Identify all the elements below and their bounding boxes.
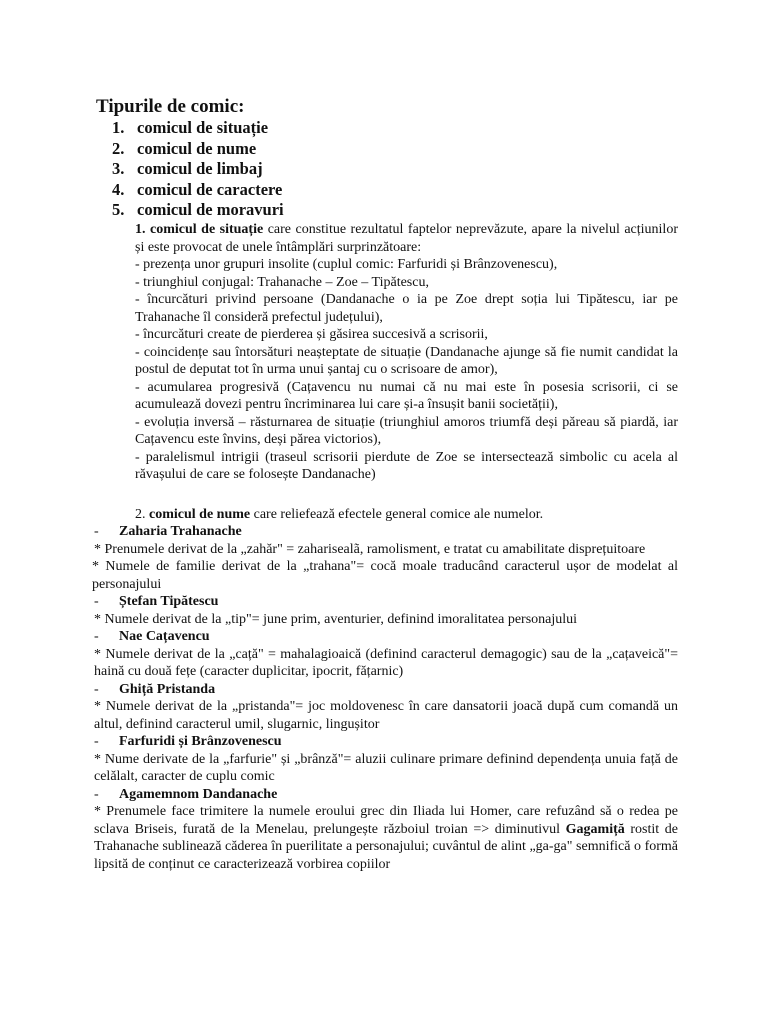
character-name-text: Zaharia Trahanache bbox=[119, 524, 242, 539]
character-name-text: Ștefan Tipătescu bbox=[119, 594, 219, 609]
character-name-text: Farfuridi și Brânzovenescu bbox=[119, 734, 282, 749]
list-number: 3. bbox=[112, 159, 125, 178]
section-name-comic-heading bbox=[135, 506, 543, 524]
list-item: - încurcături privind persoane (Dandanache o ia pe Zoe drept soția lui Tipătescu, iar pe Trahanache îl consideră prefectul județului), bbox=[135, 292, 678, 325]
list-item bbox=[112, 159, 284, 180]
section-number: 2. bbox=[135, 507, 149, 522]
list-number: 1. bbox=[112, 118, 125, 137]
character-description: * Prenumele derivat de la „zahăr" = zaharisealã, ramolisment, e tratat cu amabilitate disprețuitoare bbox=[94, 541, 646, 557]
character-description: * Numele de familie derivat de la „trahana"= cocă moale traducând caracterul ușor de modelat al personajului bbox=[92, 559, 678, 592]
comic-types-list bbox=[112, 118, 284, 221]
description-text: * Prenumele face trimitere la numele eroului grec din Iliada lui Homer, care refuzând să o redea pe sclava Briseis, furată de la Menelau, prelungește războiul troian => diminutivul bbox=[94, 804, 678, 837]
list-label: comicul de moravuri bbox=[137, 200, 284, 219]
section-number: 1. bbox=[135, 222, 146, 237]
section-intro bbox=[135, 221, 678, 256]
character-description bbox=[92, 803, 678, 873]
list-item bbox=[112, 180, 284, 201]
list-item bbox=[112, 200, 284, 221]
list-label: comicul de nume bbox=[137, 138, 257, 158]
character-name bbox=[92, 523, 678, 541]
character-name-text: Ghiță Pristanda bbox=[119, 681, 216, 697]
highlighted-term: Gagamiță bbox=[565, 821, 625, 837]
section-name-comic bbox=[92, 523, 678, 873]
section-heading: comicul de nume bbox=[149, 507, 251, 522]
dash-bullet: - bbox=[94, 734, 99, 749]
section-intro-text: care reliefează efectele general comice ale numelor. bbox=[250, 507, 544, 522]
section-situational-comic bbox=[135, 221, 678, 484]
list-label: comicul de caractere bbox=[137, 179, 283, 199]
list-item: - paralelismul intrigii (traseul scrisorii pierdute de Zoe se intersectează simbolic cu acela al răvașului de care se folosește Dandanache) bbox=[135, 449, 678, 482]
list-number: 5. bbox=[112, 200, 125, 219]
list-item: - evoluția inversă – răsturnarea de situație (triunghiul amoros triumfă deși păreau să piardă, iar Cațavencu este învins, deși părea victorios), bbox=[135, 414, 678, 447]
list-item: - prezența unor grupuri insolite (cuplul comic: Farfuridi și Brânzovenescu), bbox=[135, 257, 558, 272]
list-number: 2. bbox=[112, 138, 125, 158]
list-label: comicul de limbaj bbox=[137, 159, 263, 178]
section-intro-text: care constitue rezultatul faptelor neprevăzute, apare la nivelul acțiunilor și este provocat de unele întâmplări surprinzătoare: bbox=[135, 222, 678, 255]
list-item: - coincidențe sau întorsături neașteptate de situație (Dandanache ajunge să fie numit candidat la postul de deputat tot în urma unui șantaj cu o scrisoare de amor), bbox=[135, 344, 678, 377]
description-text: rostit de Trahanache sublinează căderea în puerilitate a personajului; cuvântul de alint „ga-ga" semnifică o formă lipsită de conținut ce caracterizează vorbirea copiilor bbox=[94, 821, 678, 872]
character-name bbox=[92, 733, 678, 751]
dash-bullet: - bbox=[94, 681, 99, 697]
dash-bullet: - bbox=[94, 594, 99, 609]
character-description: * Numele derivat de la „tip"= june prim, aventurier, definind imoralitatea personajului bbox=[94, 611, 578, 627]
list-item bbox=[112, 118, 284, 139]
list-label: comicul de situație bbox=[137, 118, 269, 137]
character-description: * Numele derivat de la „pristanda"= joc moldovenesc în care dansatorii joacă după cum comandă un altul, definind caracterul umil, slugarnic, lingușitor bbox=[94, 699, 678, 732]
list-item bbox=[112, 139, 284, 160]
character-name bbox=[92, 628, 678, 646]
character-description: * Nume derivate de la „farfurie" și „brânză"= aluzii culinare primare definind dependența unuia față de celălalt, caracter de cuplu comic bbox=[94, 751, 678, 784]
section-heading: comicul de situație bbox=[150, 222, 264, 237]
character-name bbox=[92, 681, 678, 699]
character-name-text: Agamemnom Dandanache bbox=[119, 786, 278, 802]
dash-bullet: - bbox=[94, 629, 99, 644]
dash-bullet: - bbox=[94, 524, 99, 539]
page-title: Tipurile de comic: bbox=[96, 96, 245, 117]
dash-bullet: - bbox=[94, 786, 99, 802]
list-item: - triunghiul conjugal: Trahanache – Zoe – Tipătescu, bbox=[135, 274, 429, 290]
list-item: - încurcături create de pierderea și găsirea succesivă a scrisorii, bbox=[135, 327, 488, 342]
character-name bbox=[92, 786, 678, 804]
character-description: * Numele derivat de la „cață" = mahalagioaică (definind caracterul demagogic) sau de la „cațaveică"= haină cu două fețe (caracter duplicitar, ipocrit, fățarnic) bbox=[94, 646, 678, 679]
character-name-text: Nae Cațavencu bbox=[119, 629, 210, 644]
list-number: 4. bbox=[112, 179, 125, 199]
character-name bbox=[92, 593, 678, 611]
list-item: - acumularea progresivă (Cațavencu nu numai că nu mai este în posesia scrisorii, ci se acumulează dovezi pentru încriminarea lui care și-a însușit banii societății), bbox=[135, 379, 678, 412]
